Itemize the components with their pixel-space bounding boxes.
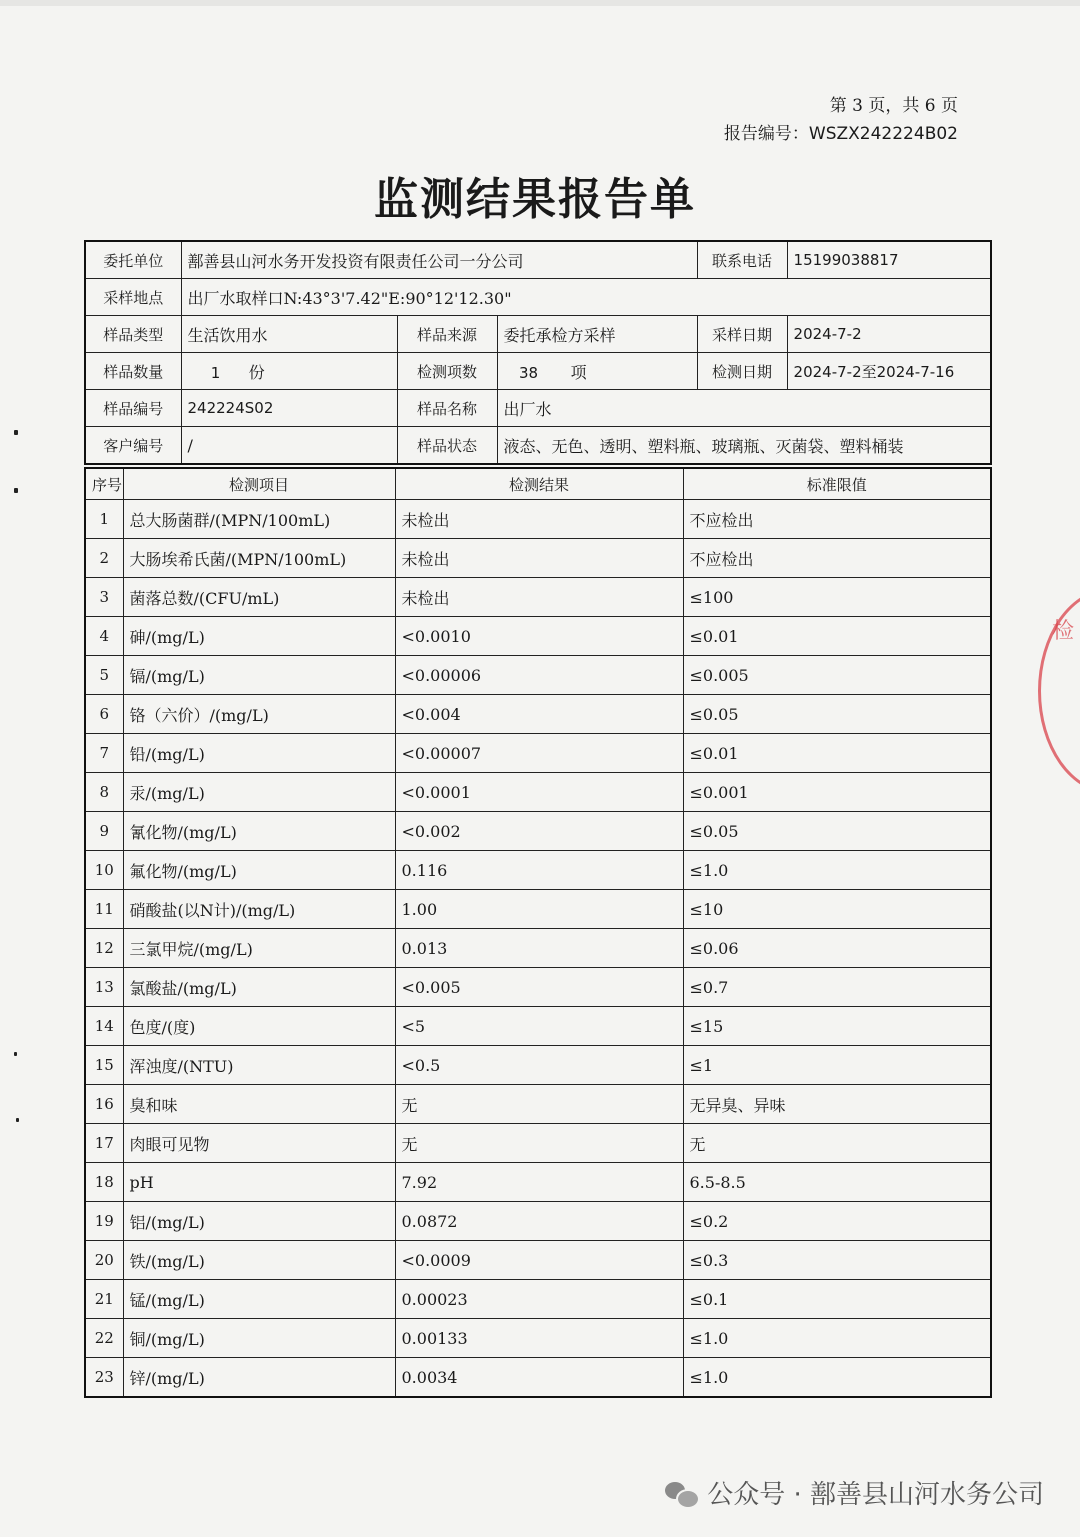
report-number-label: 报告编号： bbox=[723, 124, 809, 144]
sample-info-table bbox=[84, 240, 992, 465]
scan-speck bbox=[14, 488, 18, 493]
limit-value: ≤0.01 bbox=[683, 734, 991, 773]
sample-name-value: 出厂水 bbox=[497, 390, 991, 427]
items-unit: 项 bbox=[570, 362, 587, 382]
result-value: 0.116 bbox=[395, 851, 683, 890]
result-value: 0.0034 bbox=[395, 1358, 683, 1398]
items-cell bbox=[497, 353, 697, 390]
item-name: 总大肠菌群/(MPN/100mL) bbox=[123, 500, 395, 539]
row-number: 3 bbox=[85, 578, 123, 617]
location-label: 采样地点 bbox=[85, 279, 181, 316]
result-value: <0.00006 bbox=[395, 656, 683, 695]
row-number: 10 bbox=[85, 851, 123, 890]
row-number: 7 bbox=[85, 734, 123, 773]
table-row bbox=[85, 773, 991, 812]
table-row bbox=[85, 1202, 991, 1241]
row-number: 23 bbox=[85, 1358, 123, 1398]
result-value: 未检出 bbox=[395, 578, 683, 617]
sample-name-label: 样品名称 bbox=[397, 390, 497, 427]
limit-value: ≤0.005 bbox=[683, 656, 991, 695]
header-limit: 标准限值 bbox=[683, 468, 991, 500]
row-number: 6 bbox=[85, 695, 123, 734]
table-row bbox=[85, 1085, 991, 1124]
row-number: 15 bbox=[85, 1046, 123, 1085]
limit-value: ≤1 bbox=[683, 1046, 991, 1085]
result-value: <0.005 bbox=[395, 968, 683, 1007]
row-number: 11 bbox=[85, 890, 123, 929]
location-value: 出厂水取样口N:43°3'7.42"E:90°12'12.30" bbox=[181, 279, 991, 316]
row-number: 5 bbox=[85, 656, 123, 695]
type-label: 样品类型 bbox=[85, 316, 181, 353]
scan-speck bbox=[14, 430, 18, 435]
test-date-value: 2024-7-2至2024-7-16 bbox=[787, 353, 991, 390]
type-value: 生活饮用水 bbox=[181, 316, 397, 353]
table-row bbox=[85, 1007, 991, 1046]
result-value: 0.00023 bbox=[395, 1280, 683, 1319]
header-item: 检测项目 bbox=[123, 468, 395, 500]
table-row bbox=[85, 656, 991, 695]
phone-label: 联系电话 bbox=[697, 241, 787, 279]
results-header-row bbox=[85, 468, 991, 500]
wechat-icon bbox=[665, 1480, 697, 1506]
table-row bbox=[85, 890, 991, 929]
limit-value: 无异臭、异味 bbox=[683, 1085, 991, 1124]
row-number: 20 bbox=[85, 1241, 123, 1280]
table-row bbox=[85, 1163, 991, 1202]
quantity-cell bbox=[181, 353, 397, 390]
limit-value: 不应检出 bbox=[683, 500, 991, 539]
result-value: 0.013 bbox=[395, 929, 683, 968]
limit-value: ≤1.0 bbox=[683, 1319, 991, 1358]
footer-text: 公众号 · 鄯善县山河水务公司 bbox=[707, 1480, 1044, 1510]
item-name: 菌落总数/(CFU/mL) bbox=[123, 578, 395, 617]
result-value: 7.92 bbox=[395, 1163, 683, 1202]
table-row bbox=[85, 929, 991, 968]
row-number: 4 bbox=[85, 617, 123, 656]
row-number: 16 bbox=[85, 1085, 123, 1124]
sample-date-value: 2024-7-2 bbox=[787, 316, 991, 353]
item-name: 氟化物/(mg/L) bbox=[123, 851, 395, 890]
result-value: <0.0009 bbox=[395, 1241, 683, 1280]
limit-value: ≤0.05 bbox=[683, 695, 991, 734]
result-value: 无 bbox=[395, 1085, 683, 1124]
limit-value: ≤0.1 bbox=[683, 1280, 991, 1319]
report-number: WSZX242224B02 bbox=[808, 124, 958, 144]
scan-speck bbox=[14, 1052, 17, 1056]
item-name: 硝酸盐(以N计)/(mg/L) bbox=[123, 890, 395, 929]
scan-edge bbox=[0, 0, 1080, 6]
limit-value: ≤0.06 bbox=[683, 929, 991, 968]
row-number: 21 bbox=[85, 1280, 123, 1319]
item-name: 大肠埃希氏菌/(MPN/100mL) bbox=[123, 539, 395, 578]
state-label: 样品状态 bbox=[397, 427, 497, 465]
table-row bbox=[85, 1046, 991, 1085]
result-value: 1.00 bbox=[395, 890, 683, 929]
header-result: 检测结果 bbox=[395, 468, 683, 500]
test-date-label: 检测日期 bbox=[697, 353, 787, 390]
result-value: <0.0001 bbox=[395, 773, 683, 812]
limit-value: ≤1.0 bbox=[683, 851, 991, 890]
table-row bbox=[85, 1241, 991, 1280]
limit-value: ≤0.2 bbox=[683, 1202, 991, 1241]
items-value: 38 bbox=[518, 363, 539, 382]
row-number: 13 bbox=[85, 968, 123, 1007]
item-name: 铜/(mg/L) bbox=[123, 1319, 395, 1358]
limit-value: ≤0.7 bbox=[683, 968, 991, 1007]
result-value: 无 bbox=[395, 1124, 683, 1163]
row-number: 18 bbox=[85, 1163, 123, 1202]
item-name: 铝/(mg/L) bbox=[123, 1202, 395, 1241]
limit-value: 不应检出 bbox=[683, 539, 991, 578]
result-value: <0.0010 bbox=[395, 617, 683, 656]
header-no: 序号 bbox=[85, 468, 123, 500]
limit-value: ≤100 bbox=[683, 578, 991, 617]
table-row bbox=[85, 734, 991, 773]
quantity-label: 样品数量 bbox=[85, 353, 181, 390]
item-name: 肉眼可见物 bbox=[123, 1124, 395, 1163]
info-row-type bbox=[85, 316, 991, 353]
items-label: 检测项数 bbox=[397, 353, 497, 390]
limit-value: ≤0.01 bbox=[683, 617, 991, 656]
item-name: 铁/(mg/L) bbox=[123, 1241, 395, 1280]
limit-value: ≤0.3 bbox=[683, 1241, 991, 1280]
item-name: 砷/(mg/L) bbox=[123, 617, 395, 656]
phone-value: 15199038817 bbox=[787, 241, 991, 279]
row-number: 19 bbox=[85, 1202, 123, 1241]
result-value: 0.0872 bbox=[395, 1202, 683, 1241]
row-number: 2 bbox=[85, 539, 123, 578]
result-value: <5 bbox=[395, 1007, 683, 1046]
info-row-customer bbox=[85, 427, 991, 465]
limit-value: ≤0.05 bbox=[683, 812, 991, 851]
table-row bbox=[85, 1358, 991, 1398]
result-value: <0.00007 bbox=[395, 734, 683, 773]
customer-no-label: 客户编号 bbox=[85, 427, 181, 465]
table-row bbox=[85, 578, 991, 617]
row-number: 12 bbox=[85, 929, 123, 968]
result-value: <0.004 bbox=[395, 695, 683, 734]
item-name: 三氯甲烷/(mg/L) bbox=[123, 929, 395, 968]
item-name: 铅/(mg/L) bbox=[123, 734, 395, 773]
result-value: <0.5 bbox=[395, 1046, 683, 1085]
seal-text: 检 bbox=[1052, 619, 1075, 644]
source-value: 委托承检方采样 bbox=[497, 316, 697, 353]
item-name: 氯酸盐/(mg/L) bbox=[123, 968, 395, 1007]
item-name: 锌/(mg/L) bbox=[123, 1358, 395, 1398]
client-label: 委托单位 bbox=[85, 241, 181, 279]
report-number-line bbox=[724, 120, 958, 148]
limit-value: 无 bbox=[683, 1124, 991, 1163]
row-number: 14 bbox=[85, 1007, 123, 1046]
table-row bbox=[85, 1319, 991, 1358]
item-name: 浑浊度/(NTU) bbox=[123, 1046, 395, 1085]
info-row-client bbox=[85, 241, 991, 279]
sample-no-value: 242224S02 bbox=[181, 390, 397, 427]
item-name: 锰/(mg/L) bbox=[123, 1280, 395, 1319]
limit-value: ≤1.0 bbox=[683, 1358, 991, 1398]
table-row bbox=[85, 695, 991, 734]
table-row bbox=[85, 1124, 991, 1163]
row-number: 8 bbox=[85, 773, 123, 812]
results-table bbox=[84, 467, 992, 1398]
wechat-footer bbox=[665, 1474, 1044, 1511]
report-header bbox=[724, 92, 958, 148]
sample-no-label: 样品编号 bbox=[85, 390, 181, 427]
result-value: 未检出 bbox=[395, 500, 683, 539]
result-value: 0.00133 bbox=[395, 1319, 683, 1358]
scan-speck bbox=[16, 1118, 19, 1122]
source-label: 样品来源 bbox=[397, 316, 497, 353]
item-name: pH bbox=[123, 1163, 395, 1202]
page-indicator: 第 3 页，共 6 页 bbox=[829, 96, 958, 116]
info-row-location bbox=[85, 279, 991, 316]
page-title: 监测结果报告单 bbox=[374, 174, 696, 225]
item-name: 铬（六价）/(mg/L) bbox=[123, 695, 395, 734]
item-name: 镉/(mg/L) bbox=[123, 656, 395, 695]
table-row bbox=[85, 1280, 991, 1319]
row-number: 17 bbox=[85, 1124, 123, 1163]
info-row-quantity bbox=[85, 353, 991, 390]
quantity-value: 1 bbox=[210, 363, 221, 382]
limit-value: 6.5-8.5 bbox=[683, 1163, 991, 1202]
table-row bbox=[85, 812, 991, 851]
customer-no-value: / bbox=[181, 427, 397, 465]
limit-value: ≤0.001 bbox=[683, 773, 991, 812]
table-row bbox=[85, 851, 991, 890]
table-row bbox=[85, 968, 991, 1007]
limit-value: ≤15 bbox=[683, 1007, 991, 1046]
limit-value: ≤10 bbox=[683, 890, 991, 929]
table-row bbox=[85, 617, 991, 656]
row-number: 9 bbox=[85, 812, 123, 851]
row-number: 1 bbox=[85, 500, 123, 539]
table-row bbox=[85, 539, 991, 578]
state-value: 液态、无色、透明、塑料瓶、玻璃瓶、灭菌袋、塑料桶装 bbox=[497, 427, 991, 465]
item-name: 色度/(度) bbox=[123, 1007, 395, 1046]
item-name: 汞/(mg/L) bbox=[123, 773, 395, 812]
result-value: 未检出 bbox=[395, 539, 683, 578]
info-row-sample-no bbox=[85, 390, 991, 427]
item-name: 氰化物/(mg/L) bbox=[123, 812, 395, 851]
result-value: <0.002 bbox=[395, 812, 683, 851]
client-value: 鄯善县山河水务开发投资有限责任公司一分公司 bbox=[181, 241, 697, 279]
sample-date-label: 采样日期 bbox=[697, 316, 787, 353]
item-name: 臭和味 bbox=[123, 1085, 395, 1124]
table-row bbox=[85, 500, 991, 539]
row-number: 22 bbox=[85, 1319, 123, 1358]
quantity-unit: 份 bbox=[248, 362, 265, 382]
